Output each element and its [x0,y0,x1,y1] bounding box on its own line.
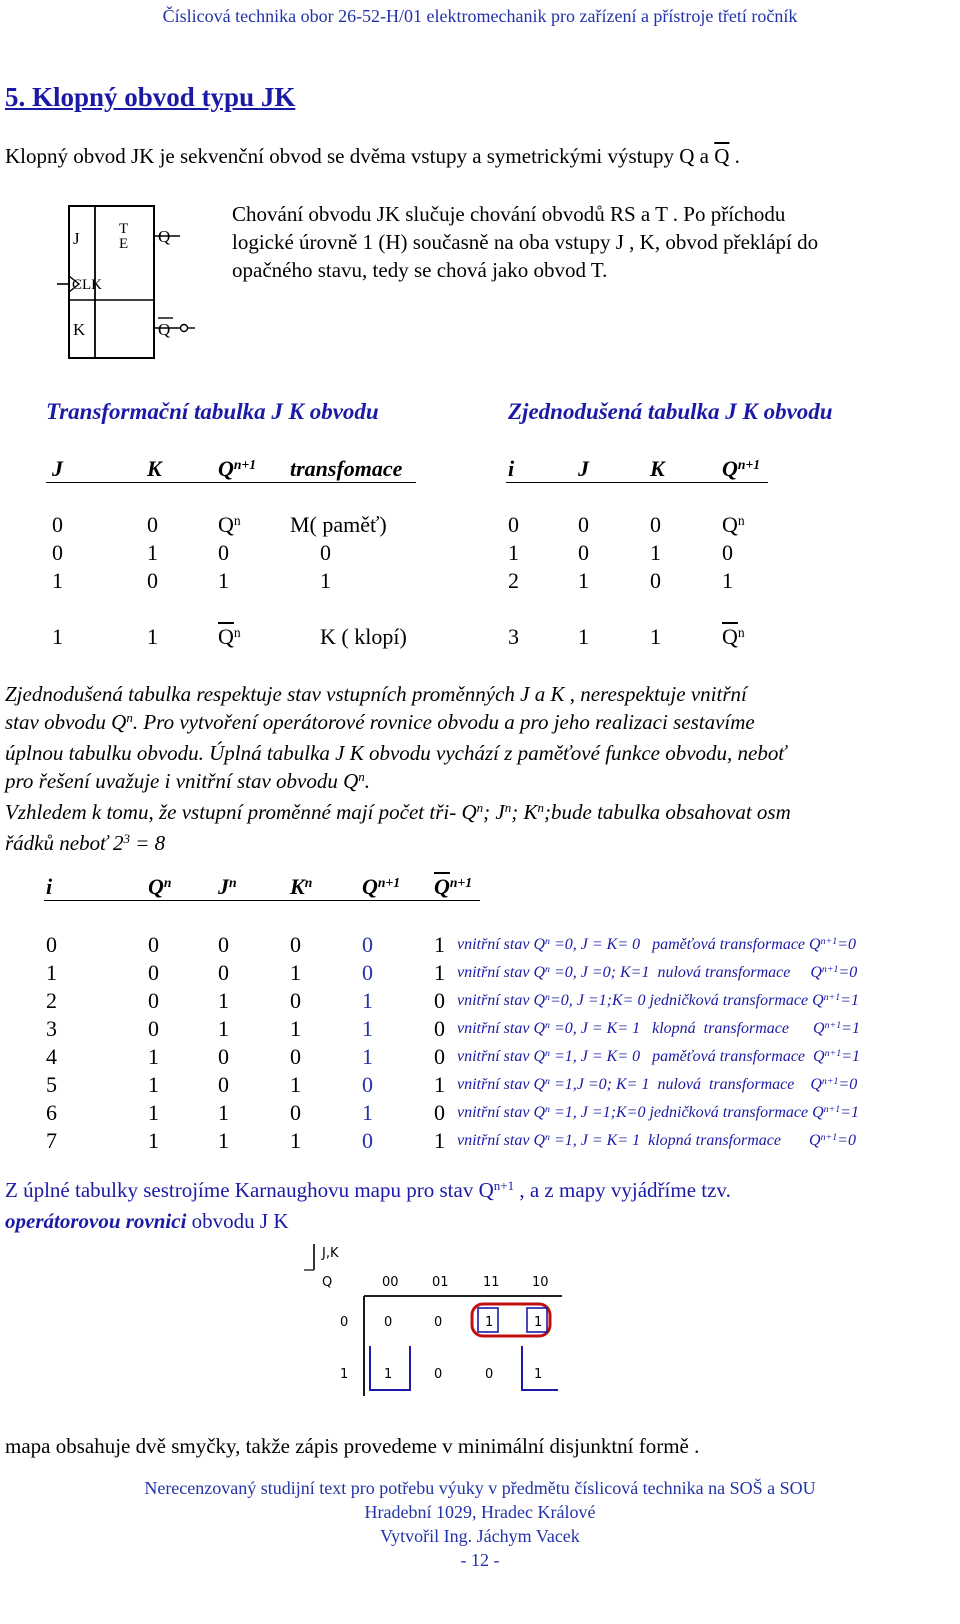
karnaugh-paragraph [5,1176,925,1235]
symbol-clk-label: CLK [72,277,102,293]
kmap-cell: 1 [485,1315,494,1330]
full-table-cell: 0 [362,932,373,957]
transform-header-q: $Q^{n+1}$ [218,456,257,481]
full-table-comment: vnitřní stav $Q^n =0$, J =0; K=1 nulová transformace $Q^{n+1}=0$ [457,963,858,981]
transform-cell: 1 [147,540,158,565]
full-header-jn: $J^n$ [218,874,237,899]
symbol-qbar-label: Q [158,320,171,339]
full-table-cell: 1 [218,988,229,1013]
full-table-cell: 7 [46,1128,57,1153]
simple-header-j: J [578,456,589,481]
full-table-comment: vnitřní stav $Q^n =1$, J = K= 1 klopná transformace $Q^{n+1}=0$ [457,1131,856,1149]
transform-header-j: J [52,456,63,481]
simple-cell: 3 [508,624,519,649]
transform-cell: 0 [147,568,158,593]
kmap-col-label: 00 [382,1275,399,1290]
full-table-cell: 1 [290,1128,301,1153]
simple-cell: 2 [508,568,519,593]
full-table-cell: 5 [46,1072,57,1097]
kmap-corner-q: Q [322,1275,333,1290]
full-table-cell: 1 [434,1072,445,1097]
full-table-cell: 0 [362,960,373,985]
full-table-cell: 0 [362,1072,373,1097]
transform-cell: 1 [218,568,229,593]
explanation-line: Zjednodušená tabulka respektuje stav vstupních proměnných J a K , nerespektuje vnitřní [5,682,747,706]
full-table-cell: 1 [434,960,445,985]
full-table-cell: 0 [290,1100,301,1125]
simple-cell: 1 [650,540,661,565]
kmap-cell: 0 [485,1367,494,1382]
full-table-comment: vnitřní stav $Q^n=0$, J =1;K= 0 jedničková transformace $Q^{n+1}=1$ [457,991,860,1009]
full-header-qn: $Q^n$ [148,874,172,899]
simple-cell: $\overline{Q}^n$ [722,624,745,649]
full-table-comment: vnitřní stav $Q^n =1$, J = K= 0 paměťová transformace $Q^{n+1}=1$ [457,1047,860,1065]
page-number: - 12 - [460,1550,500,1570]
simple-cell: 0 [650,512,661,537]
full-table-cell: 1 [290,1016,301,1041]
full-table-cell: 4 [46,1044,57,1069]
simple-cell: 0 [722,540,733,565]
section-title: 5. Klopný obvod typu JK [5,82,296,112]
full-table-cell: 0 [148,932,159,957]
full-table-cell: 0 [218,1044,229,1069]
explanation-paragraph [5,680,925,860]
full-table-cell: 0 [434,988,445,1013]
full-table-cell: 2 [46,988,57,1013]
transform-header-transformace: transfomace [290,456,403,481]
transform-table-title: Transformační tabulka J K obvodu [46,399,379,424]
running-header: Číslicová technika obor 26-52-H/01 elektromechanik pro zařízení a přístroje třetí ročník [162,6,798,26]
full-header-qbar-n1: $\overline{Q}^{n+1}$ [434,874,473,899]
kmap-col-label: 10 [532,1275,549,1290]
simple-cell: 0 [578,512,589,537]
kmap-cell: 0 [384,1315,393,1330]
transform-cell: 0 [147,512,158,537]
kmap-cell: 1 [384,1367,393,1382]
transform-cell: $\overline{Q}^n$ [218,624,241,649]
full-table-comment: vnitřní stav $Q^n =0$, J = K= 1 klopná transformace $Q^{n+1}=1$ [457,1019,860,1037]
kmap-cell: 0 [434,1315,443,1330]
simple-table-title: Zjednodušená tabulka J K obvodu [508,399,833,424]
simple-cell: $Q^n$ [722,512,745,537]
behavior-line: Chování obvodu JK slučuje chování obvodů RS a T . Po příchodu [232,202,786,226]
full-table-cell: 1 [362,988,373,1013]
karnaugh-map [300,1240,580,1405]
explanation-line: pro řešení uvažuje i vnitřní stav obvodu $Q^n$. [5,768,371,793]
full-table-cell: 1 [290,1072,301,1097]
full-table-cell: 0 [290,932,301,957]
intro-paragraph: Klopný obvod JK je sekvenční obvod se dvěma vstupy a symetrickými výstupy Q a $\overline{Q}$ . [5,144,740,168]
transform-cell: K ( klopí) [320,624,407,649]
full-table-cell: 3 [46,1016,57,1041]
full-table-cell: 1 [290,960,301,985]
transform-header-k: K [147,456,162,481]
full-table-cell: 0 [290,988,301,1013]
simple-cell: 1 [578,624,589,649]
symbol-q-label: Q [158,227,171,246]
full-table-cell: 0 [434,1044,445,1069]
kmap-cell: 1 [534,1367,543,1382]
full-table-cell: 0 [362,1128,373,1153]
full-table-cell: 1 [434,1128,445,1153]
full-table-cell: 0 [218,932,229,957]
kmap-corner-jk: J,K [322,1246,339,1261]
symbol-k-label: K [73,320,86,339]
transform-cell: M( paměť) [290,512,387,537]
footer-line: Nerecenzovaný studijní text pro potřebu výuky v předmětu číslicová technika na SOŠ a SOU [144,1478,816,1498]
simple-cell: 1 [508,540,519,565]
footer-line: Vytvořil Ing. Jáchym Vacek [380,1526,580,1546]
full-table-comment: vnitřní stav $Q^n =1,J =0$; K= 1 nulová transformace $Q^{n+1}=0$ [457,1075,858,1093]
transform-cell: 1 [320,568,331,593]
symbol-t-label: T [119,221,129,237]
transform-cell: 1 [52,624,63,649]
behavior-paragraph [232,200,818,284]
simple-cell: 1 [650,624,661,649]
full-table-cell: 0 [218,1072,229,1097]
kmap-cell: 0 [434,1367,443,1382]
full-table-cell: 1 [148,1128,159,1153]
full-table-cell: 6 [46,1100,57,1125]
simple-header-q: $Q^{n+1}$ [722,456,761,481]
full-header-qn1: $Q^{n+1}$ [362,874,401,899]
full-table-cell: 1 [148,1044,159,1069]
kmap-col-label: 11 [483,1275,500,1290]
transform-cell: 0 [320,540,331,565]
transform-cell: $Q^n$ [218,512,241,537]
transform-cell: 0 [218,540,229,565]
full-table-cell: 1 [218,1100,229,1125]
full-table-cell: 1 [46,960,57,985]
simple-cell: 0 [508,512,519,537]
simple-cell: 1 [722,568,733,593]
explanation-line: Vzhledem k tomu, že vstupní proměnné mají počet tři- $Q^n$; $J^n$; $K^n;bude$ tabulka obsahovat osm [5,799,791,824]
transform-cell: 1 [52,568,63,593]
full-header-i: i [46,874,53,899]
kmap-col-label: 01 [432,1275,449,1290]
full-table-cell: 0 [434,1100,445,1125]
simple-header-underline [506,482,768,483]
symbol-j-label: J [73,229,80,248]
full-table-cell: 0 [148,960,159,985]
karnaugh-line: operátorovou rovnici obvodu J K [5,1209,289,1233]
full-table-cell: 0 [148,988,159,1013]
full-table-cell: 1 [362,1016,373,1041]
full-table-cell: 0 [434,1016,445,1041]
full-table-cell: 0 [46,932,57,957]
behavior-line: logické úrovně 1 (H) současně na oba vstupy J , K, obvod překlápí do [232,230,819,254]
jk-flipflop-symbol [55,200,205,365]
full-table-cell: 0 [218,960,229,985]
full-header-underline [44,900,480,901]
full-table-cell: 1 [218,1128,229,1153]
karnaugh-line: Z úplné tabulky sestrojíme Karnaughovu mapu pro stav $Q^{n+1}$ , a z mapy vyjádříme tzv. [5,1177,731,1202]
symbol-e-label: E [119,236,129,252]
kmap-row-label: 0 [340,1315,349,1330]
full-table-cell: 0 [290,1044,301,1069]
explanation-line: úplnou tabulku obvodu. Úplná tabulka J K obvodu vychází z paměťové funkce obvodu, neboť [5,741,787,765]
full-table-cell: 1 [434,932,445,957]
full-table-cell: 1 [148,1072,159,1097]
full-table-cell: 1 [148,1100,159,1125]
full-table-cell: 0 [148,1016,159,1041]
full-table-cell: 1 [218,1016,229,1041]
full-table-cell: 1 [362,1100,373,1125]
transform-cell: 0 [52,540,63,565]
transform-header-underline [46,482,416,483]
simple-cell: 1 [578,568,589,593]
behavior-line: opačného stavu, tedy se chová jako obvod T. [232,258,608,282]
full-table-cell: 1 [362,1044,373,1069]
simple-header-i: i [508,456,515,481]
transform-cell: 1 [147,624,158,649]
conclusion-text: mapa obsahuje dvě smyčky, takže zápis provedeme v minimální disjunktní formě . [5,1434,700,1458]
full-table-comment: vnitřní stav $Q^n =0$, J = K= 0 paměťová transformace $Q^{n+1}=0$ [457,935,856,953]
full-table-comment: vnitřní stav $Q^n =1$, J =1;K=0 jedničková transformace $Q^{n+1}=1$ [457,1103,860,1121]
explanation-line: řádků neboť $2^3 = 8$ [5,830,166,855]
kmap-row-label: 1 [340,1367,349,1382]
explanation-line: stav obvodu $Q^n$. Pro vytvoření operátorové rovnice obvodu a pro jeho realizaci sestavíme [5,709,755,734]
transform-cell: 0 [52,512,63,537]
kmap-cell: 1 [534,1315,543,1330]
simple-cell: 0 [578,540,589,565]
footer-line: Hradební 1029, Hradec Králové [364,1502,596,1522]
simple-header-k: K [650,456,665,481]
simple-cell: 0 [650,568,661,593]
full-header-kn: $K^n$ [290,874,313,899]
